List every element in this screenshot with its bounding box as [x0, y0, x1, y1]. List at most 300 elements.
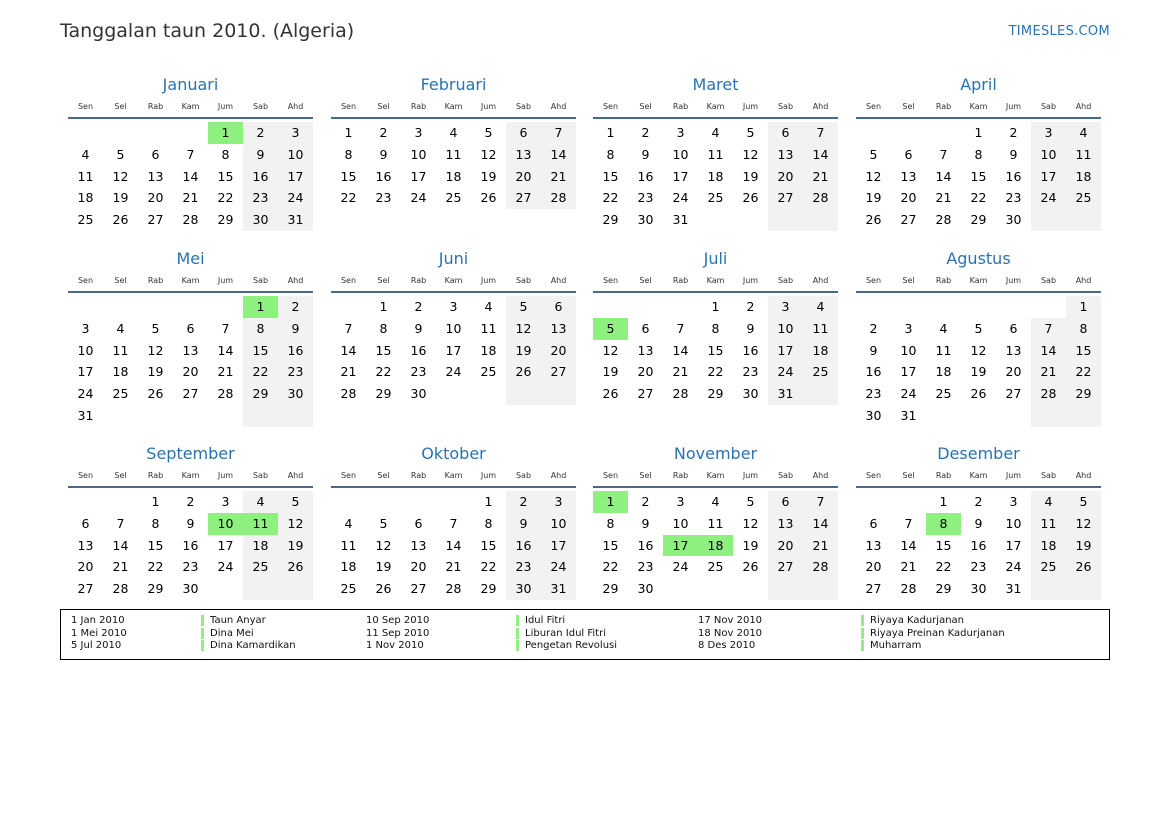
day-cell[interactable]: 12 — [480, 146, 497, 162]
day-cell[interactable]: 22 — [480, 559, 497, 575]
day-cell[interactable]: 24 — [900, 386, 917, 402]
day-cell[interactable]: 2 — [1009, 125, 1018, 140]
day-cell[interactable]: 7 — [221, 320, 230, 336]
day-cell[interactable]: 31 — [77, 407, 94, 423]
day-cell[interactable]: 24 — [278, 187, 313, 209]
day-cell[interactable]: 6 — [81, 515, 90, 531]
day-cell[interactable]: 20 — [1005, 364, 1022, 380]
day-cell[interactable]: 29 — [1066, 383, 1101, 405]
day-cell[interactable]: 7 — [939, 146, 948, 162]
day-cell[interactable]: 17 — [1005, 537, 1022, 553]
day-cell[interactable]: 1 — [208, 122, 243, 144]
day-cell[interactable]: 7 — [803, 491, 838, 513]
day-cell[interactable]: 18 — [935, 364, 952, 380]
day-cell[interactable]: 27 — [506, 187, 541, 209]
day-cell[interactable]: 13 — [768, 144, 803, 166]
day-cell[interactable]: 4 — [243, 491, 278, 513]
day-cell[interactable]: 9 — [243, 144, 278, 166]
day-cell[interactable]: 13 — [77, 537, 94, 553]
day-cell[interactable]: 15 — [480, 537, 497, 553]
day-cell[interactable]: 8 — [221, 146, 230, 162]
day-cell[interactable]: 27 — [768, 187, 803, 209]
day-cell[interactable]: 14 — [672, 342, 689, 358]
day-cell[interactable]: 3 — [81, 320, 90, 336]
day-cell[interactable]: 14 — [112, 537, 129, 553]
day-cell[interactable]: 17 — [663, 535, 698, 557]
day-cell[interactable]: 10 — [445, 320, 462, 336]
day-cell[interactable]: 6 — [414, 515, 423, 531]
day-cell[interactable]: 1 — [344, 125, 353, 140]
day-cell[interactable]: 23 — [970, 559, 987, 575]
day-cell[interactable]: 4 — [116, 320, 125, 336]
day-cell[interactable]: 19 — [506, 340, 541, 362]
day-cell[interactable]: 9 — [379, 146, 388, 162]
day-cell[interactable]: 12 — [602, 342, 619, 358]
day-cell[interactable]: 17 — [900, 364, 917, 380]
day-cell[interactable]: 5 — [593, 318, 628, 340]
day-cell[interactable]: 14 — [803, 513, 838, 535]
day-cell[interactable]: 30 — [865, 407, 882, 423]
day-cell[interactable]: 14 — [445, 537, 462, 553]
day-cell[interactable]: 10 — [672, 146, 689, 162]
day-cell[interactable]: 1 — [1066, 296, 1101, 318]
day-cell[interactable]: 10 — [1005, 515, 1022, 531]
day-cell[interactable]: 16 — [970, 537, 987, 553]
day-cell[interactable]: 23 — [375, 190, 392, 206]
day-cell[interactable]: 18 — [445, 168, 462, 184]
day-cell[interactable]: 28 — [803, 556, 838, 578]
day-cell[interactable]: 7 — [449, 515, 458, 531]
day-cell[interactable]: 17 — [1031, 166, 1066, 188]
day-cell[interactable]: 9 — [974, 515, 983, 531]
day-cell[interactable]: 17 — [541, 535, 576, 557]
day-cell[interactable]: 13 — [865, 537, 882, 553]
day-cell[interactable]: 28 — [900, 581, 917, 597]
day-cell[interactable]: 24 — [410, 190, 427, 206]
day-cell[interactable]: 19 — [1066, 535, 1101, 557]
day-cell[interactable]: 28 — [1031, 383, 1066, 405]
day-cell[interactable]: 3 — [414, 125, 423, 140]
day-cell[interactable]: 16 — [182, 537, 199, 553]
day-cell[interactable]: 10 — [672, 515, 689, 531]
day-cell[interactable]: 3 — [904, 320, 913, 336]
day-cell[interactable]: 25 — [803, 361, 838, 383]
day-cell[interactable]: 10 — [208, 513, 243, 535]
day-cell[interactable]: 18 — [340, 559, 357, 575]
day-cell[interactable]: 6 — [1009, 320, 1018, 336]
day-cell[interactable]: 12 — [742, 146, 759, 162]
day-cell[interactable]: 3 — [1009, 494, 1018, 509]
day-cell[interactable]: 25 — [112, 386, 129, 402]
day-cell[interactable]: 17 — [768, 340, 803, 362]
day-cell[interactable]: 25 — [445, 190, 462, 206]
day-cell[interactable]: 15 — [602, 168, 619, 184]
day-cell[interactable]: 14 — [340, 342, 357, 358]
day-cell[interactable]: 30 — [243, 209, 278, 231]
day-cell[interactable]: 4 — [711, 125, 720, 140]
day-cell[interactable]: 4 — [1066, 122, 1101, 144]
day-cell[interactable]: 16 — [506, 535, 541, 557]
day-cell[interactable]: 26 — [112, 212, 129, 228]
day-cell[interactable]: 22 — [707, 364, 724, 380]
day-cell[interactable]: 17 — [410, 168, 427, 184]
day-cell[interactable]: 5 — [506, 296, 541, 318]
day-cell[interactable]: 16 — [865, 364, 882, 380]
day-cell[interactable]: 15 — [147, 537, 164, 553]
day-cell[interactable]: 17 — [278, 166, 313, 188]
day-cell[interactable]: 8 — [974, 146, 983, 162]
day-cell[interactable]: 18 — [707, 168, 724, 184]
day-cell[interactable]: 17 — [445, 342, 462, 358]
day-cell[interactable]: 7 — [541, 122, 576, 144]
day-cell[interactable]: 22 — [217, 190, 234, 206]
day-cell[interactable]: 1 — [606, 125, 615, 140]
day-cell[interactable]: 25 — [1031, 556, 1066, 578]
day-cell[interactable]: 22 — [1066, 361, 1101, 383]
day-cell[interactable]: 20 — [77, 559, 94, 575]
day-cell[interactable]: 4 — [939, 320, 948, 336]
day-cell[interactable]: 24 — [445, 364, 462, 380]
day-cell[interactable]: 22 — [340, 190, 357, 206]
day-cell[interactable]: 29 — [480, 581, 497, 597]
day-cell[interactable]: 29 — [707, 386, 724, 402]
day-cell[interactable]: 27 — [900, 212, 917, 228]
day-cell[interactable]: 14 — [935, 168, 952, 184]
day-cell[interactable]: 9 — [278, 318, 313, 340]
day-cell[interactable]: 15 — [970, 168, 987, 184]
day-cell[interactable]: 1 — [711, 299, 720, 314]
day-cell[interactable]: 21 — [340, 364, 357, 380]
day-cell[interactable]: 22 — [602, 190, 619, 206]
day-cell[interactable]: 17 — [672, 168, 689, 184]
day-cell[interactable]: 13 — [637, 342, 654, 358]
day-cell[interactable]: 26 — [865, 212, 882, 228]
day-cell[interactable]: 3 — [676, 125, 685, 140]
day-cell[interactable]: 29 — [217, 212, 234, 228]
day-cell[interactable]: 25 — [77, 212, 94, 228]
day-cell[interactable]: 21 — [803, 535, 838, 557]
day-cell[interactable]: 9 — [746, 320, 755, 336]
day-cell[interactable]: 19 — [375, 559, 392, 575]
day-cell[interactable]: 4 — [1031, 491, 1066, 513]
day-cell[interactable]: 14 — [1031, 340, 1066, 362]
day-cell[interactable]: 1 — [243, 296, 278, 318]
day-cell[interactable]: 15 — [217, 168, 234, 184]
day-cell[interactable]: 9 — [506, 513, 541, 535]
day-cell[interactable]: 29 — [970, 212, 987, 228]
day-cell[interactable]: 25 — [1066, 187, 1101, 209]
day-cell[interactable]: 24 — [217, 559, 234, 575]
day-cell[interactable]: 14 — [182, 168, 199, 184]
day-cell[interactable]: 13 — [506, 144, 541, 166]
day-cell[interactable]: 20 — [637, 364, 654, 380]
day-cell[interactable]: 21 — [803, 166, 838, 188]
day-cell[interactable]: 2 — [641, 125, 650, 140]
day-cell[interactable]: 8 — [344, 146, 353, 162]
day-cell[interactable]: 5 — [484, 125, 493, 140]
day-cell[interactable]: 28 — [541, 187, 576, 209]
day-cell[interactable]: 4 — [803, 296, 838, 318]
day-cell[interactable]: 3 — [1031, 122, 1066, 144]
day-cell[interactable]: 6 — [151, 146, 160, 162]
day-cell[interactable]: 16 — [375, 168, 392, 184]
day-cell[interactable]: 19 — [480, 168, 497, 184]
day-cell[interactable]: 4 — [711, 494, 720, 509]
day-cell[interactable]: 10 — [768, 318, 803, 340]
day-cell[interactable]: 26 — [742, 190, 759, 206]
day-cell[interactable]: 30 — [506, 578, 541, 600]
site-logo-text[interactable]: TIMESLES.COM — [1008, 24, 1110, 39]
day-cell[interactable]: 30 — [637, 212, 654, 228]
day-cell[interactable]: 25 — [480, 364, 497, 380]
day-cell[interactable]: 8 — [243, 318, 278, 340]
day-cell[interactable]: 9 — [1009, 146, 1018, 162]
day-cell[interactable]: 10 — [77, 342, 94, 358]
day-cell[interactable]: 8 — [151, 515, 160, 531]
day-cell[interactable]: 6 — [541, 296, 576, 318]
day-cell[interactable]: 27 — [410, 581, 427, 597]
day-cell[interactable]: 23 — [637, 559, 654, 575]
day-cell[interactable]: 4 — [449, 125, 458, 140]
day-cell[interactable]: 12 — [1066, 513, 1101, 535]
day-cell[interactable]: 26 — [742, 559, 759, 575]
day-cell[interactable]: 11 — [340, 537, 357, 553]
day-cell[interactable]: 27 — [768, 556, 803, 578]
day-cell[interactable]: 5 — [379, 515, 388, 531]
day-cell[interactable]: 16 — [1005, 168, 1022, 184]
day-cell[interactable]: 19 — [112, 190, 129, 206]
day-cell[interactable]: 23 — [278, 361, 313, 383]
day-cell[interactable]: 21 — [900, 559, 917, 575]
day-cell[interactable]: 9 — [641, 515, 650, 531]
day-cell[interactable]: 22 — [243, 361, 278, 383]
day-cell[interactable]: 28 — [340, 386, 357, 402]
day-cell[interactable]: 12 — [742, 515, 759, 531]
day-cell[interactable]: 22 — [147, 559, 164, 575]
day-cell[interactable]: 31 — [541, 578, 576, 600]
day-cell[interactable]: 20 — [768, 535, 803, 557]
day-cell[interactable]: 10 — [410, 146, 427, 162]
day-cell[interactable]: 15 — [707, 342, 724, 358]
day-cell[interactable]: 18 — [803, 340, 838, 362]
day-cell[interactable]: 24 — [1031, 187, 1066, 209]
day-cell[interactable]: 15 — [375, 342, 392, 358]
day-cell[interactable]: 24 — [672, 559, 689, 575]
day-cell[interactable]: 15 — [935, 537, 952, 553]
day-cell[interactable]: 25 — [707, 190, 724, 206]
day-cell[interactable]: 23 — [410, 364, 427, 380]
day-cell[interactable]: 20 — [768, 166, 803, 188]
day-cell[interactable]: 16 — [637, 168, 654, 184]
day-cell[interactable]: 1 — [151, 494, 160, 509]
day-cell[interactable]: 18 — [77, 190, 94, 206]
day-cell[interactable]: 5 — [278, 491, 313, 513]
day-cell[interactable]: 22 — [935, 559, 952, 575]
day-cell[interactable]: 21 — [182, 190, 199, 206]
day-cell[interactable]: 12 — [506, 318, 541, 340]
day-cell[interactable]: 21 — [112, 559, 129, 575]
day-cell[interactable]: 4 — [484, 299, 493, 314]
day-cell[interactable]: 16 — [243, 166, 278, 188]
day-cell[interactable]: 25 — [243, 556, 278, 578]
day-cell[interactable]: 27 — [147, 212, 164, 228]
day-cell[interactable]: 11 — [1031, 513, 1066, 535]
day-cell[interactable]: 6 — [869, 515, 878, 531]
day-cell[interactable]: 24 — [672, 190, 689, 206]
day-cell[interactable]: 6 — [768, 491, 803, 513]
day-cell[interactable]: 11 — [243, 513, 278, 535]
day-cell[interactable]: 30 — [970, 581, 987, 597]
day-cell[interactable]: 22 — [970, 190, 987, 206]
day-cell[interactable]: 24 — [768, 361, 803, 383]
day-cell[interactable]: 2 — [414, 299, 423, 314]
day-cell[interactable]: 21 — [672, 364, 689, 380]
day-cell[interactable]: 1 — [484, 494, 493, 509]
day-cell[interactable]: 26 — [1066, 556, 1101, 578]
day-cell[interactable]: 8 — [484, 515, 493, 531]
day-cell[interactable]: 23 — [865, 386, 882, 402]
day-cell[interactable]: 20 — [147, 190, 164, 206]
day-cell[interactable]: 19 — [742, 168, 759, 184]
day-cell[interactable]: 23 — [742, 364, 759, 380]
day-cell[interactable]: 11 — [803, 318, 838, 340]
day-cell[interactable]: 11 — [480, 320, 497, 336]
day-cell[interactable]: 27 — [541, 361, 576, 383]
day-cell[interactable]: 10 — [900, 342, 917, 358]
day-cell[interactable]: 15 — [1066, 340, 1101, 362]
day-cell[interactable]: 11 — [112, 342, 129, 358]
day-cell[interactable]: 28 — [217, 386, 234, 402]
day-cell[interactable]: 27 — [182, 386, 199, 402]
day-cell[interactable]: 30 — [278, 383, 313, 405]
day-cell[interactable]: 16 — [278, 340, 313, 362]
day-cell[interactable]: 2 — [379, 125, 388, 140]
day-cell[interactable]: 17 — [77, 364, 94, 380]
day-cell[interactable]: 7 — [1031, 318, 1066, 340]
day-cell[interactable]: 8 — [1066, 318, 1101, 340]
day-cell[interactable]: 13 — [768, 513, 803, 535]
day-cell[interactable]: 6 — [186, 320, 195, 336]
day-cell[interactable]: 19 — [602, 364, 619, 380]
day-cell[interactable]: 1 — [593, 491, 628, 513]
day-cell[interactable]: 6 — [904, 146, 913, 162]
day-cell[interactable]: 1 — [379, 299, 388, 314]
day-cell[interactable]: 18 — [112, 364, 129, 380]
day-cell[interactable]: 30 — [410, 386, 427, 402]
day-cell[interactable]: 26 — [480, 190, 497, 206]
day-cell[interactable]: 17 — [217, 537, 234, 553]
day-cell[interactable]: 23 — [1005, 190, 1022, 206]
day-cell[interactable]: 10 — [541, 513, 576, 535]
day-cell[interactable]: 20 — [541, 340, 576, 362]
day-cell[interactable]: 18 — [480, 342, 497, 358]
day-cell[interactable]: 7 — [904, 515, 913, 531]
day-cell[interactable]: 13 — [541, 318, 576, 340]
day-cell[interactable]: 3 — [221, 494, 230, 509]
day-cell[interactable]: 8 — [606, 515, 615, 531]
day-cell[interactable]: 8 — [926, 513, 961, 535]
day-cell[interactable]: 2 — [186, 494, 195, 509]
day-cell[interactable]: 26 — [506, 361, 541, 383]
day-cell[interactable]: 28 — [445, 581, 462, 597]
day-cell[interactable]: 26 — [602, 386, 619, 402]
day-cell[interactable]: 16 — [410, 342, 427, 358]
day-cell[interactable]: 13 — [147, 168, 164, 184]
day-cell[interactable]: 12 — [147, 342, 164, 358]
day-cell[interactable]: 14 — [900, 537, 917, 553]
day-cell[interactable]: 27 — [637, 386, 654, 402]
day-cell[interactable]: 30 — [742, 386, 759, 402]
day-cell[interactable]: 23 — [506, 556, 541, 578]
day-cell[interactable]: 14 — [803, 144, 838, 166]
day-cell[interactable]: 2 — [243, 122, 278, 144]
day-cell[interactable]: 13 — [182, 342, 199, 358]
day-cell[interactable]: 11 — [77, 168, 94, 184]
day-cell[interactable]: 20 — [182, 364, 199, 380]
day-cell[interactable]: 4 — [81, 146, 90, 162]
day-cell[interactable]: 11 — [707, 146, 724, 162]
day-cell[interactable]: 19 — [865, 190, 882, 206]
day-cell[interactable]: 30 — [1005, 212, 1022, 228]
day-cell[interactable]: 18 — [1066, 166, 1101, 188]
day-cell[interactable]: 29 — [602, 212, 619, 228]
day-cell[interactable]: 25 — [707, 559, 724, 575]
day-cell[interactable]: 28 — [112, 581, 129, 597]
day-cell[interactable]: 8 — [606, 146, 615, 162]
day-cell[interactable]: 26 — [970, 386, 987, 402]
day-cell[interactable]: 5 — [1066, 491, 1101, 513]
day-cell[interactable]: 26 — [147, 386, 164, 402]
day-cell[interactable]: 21 — [217, 364, 234, 380]
day-cell[interactable]: 5 — [974, 320, 983, 336]
day-cell[interactable]: 20 — [410, 559, 427, 575]
day-cell[interactable]: 7 — [676, 320, 685, 336]
day-cell[interactable]: 3 — [278, 122, 313, 144]
day-cell[interactable]: 4 — [344, 515, 353, 531]
day-cell[interactable]: 5 — [151, 320, 160, 336]
day-cell[interactable]: 14 — [217, 342, 234, 358]
day-cell[interactable]: 7 — [803, 122, 838, 144]
day-cell[interactable]: 27 — [77, 581, 94, 597]
day-cell[interactable]: 13 — [1005, 342, 1022, 358]
day-cell[interactable]: 21 — [541, 166, 576, 188]
day-cell[interactable]: 6 — [506, 122, 541, 144]
day-cell[interactable]: 12 — [865, 168, 882, 184]
day-cell[interactable]: 22 — [602, 559, 619, 575]
day-cell[interactable]: 31 — [278, 209, 313, 231]
day-cell[interactable]: 1 — [939, 494, 948, 509]
day-cell[interactable]: 15 — [340, 168, 357, 184]
day-cell[interactable]: 25 — [935, 386, 952, 402]
day-cell[interactable]: 3 — [541, 491, 576, 513]
day-cell[interactable]: 8 — [379, 320, 388, 336]
day-cell[interactable]: 10 — [278, 144, 313, 166]
day-cell[interactable]: 13 — [410, 537, 427, 553]
day-cell[interactable]: 31 — [900, 407, 917, 423]
day-cell[interactable]: 11 — [707, 515, 724, 531]
day-cell[interactable]: 5 — [746, 494, 755, 509]
day-cell[interactable]: 9 — [186, 515, 195, 531]
day-cell[interactable]: 23 — [637, 190, 654, 206]
day-cell[interactable]: 2 — [974, 494, 983, 509]
day-cell[interactable]: 28 — [672, 386, 689, 402]
day-cell[interactable]: 28 — [182, 212, 199, 228]
day-cell[interactable]: 22 — [375, 364, 392, 380]
day-cell[interactable]: 21 — [1031, 361, 1066, 383]
day-cell[interactable]: 14 — [541, 144, 576, 166]
day-cell[interactable]: 27 — [865, 581, 882, 597]
day-cell[interactable]: 6 — [641, 320, 650, 336]
